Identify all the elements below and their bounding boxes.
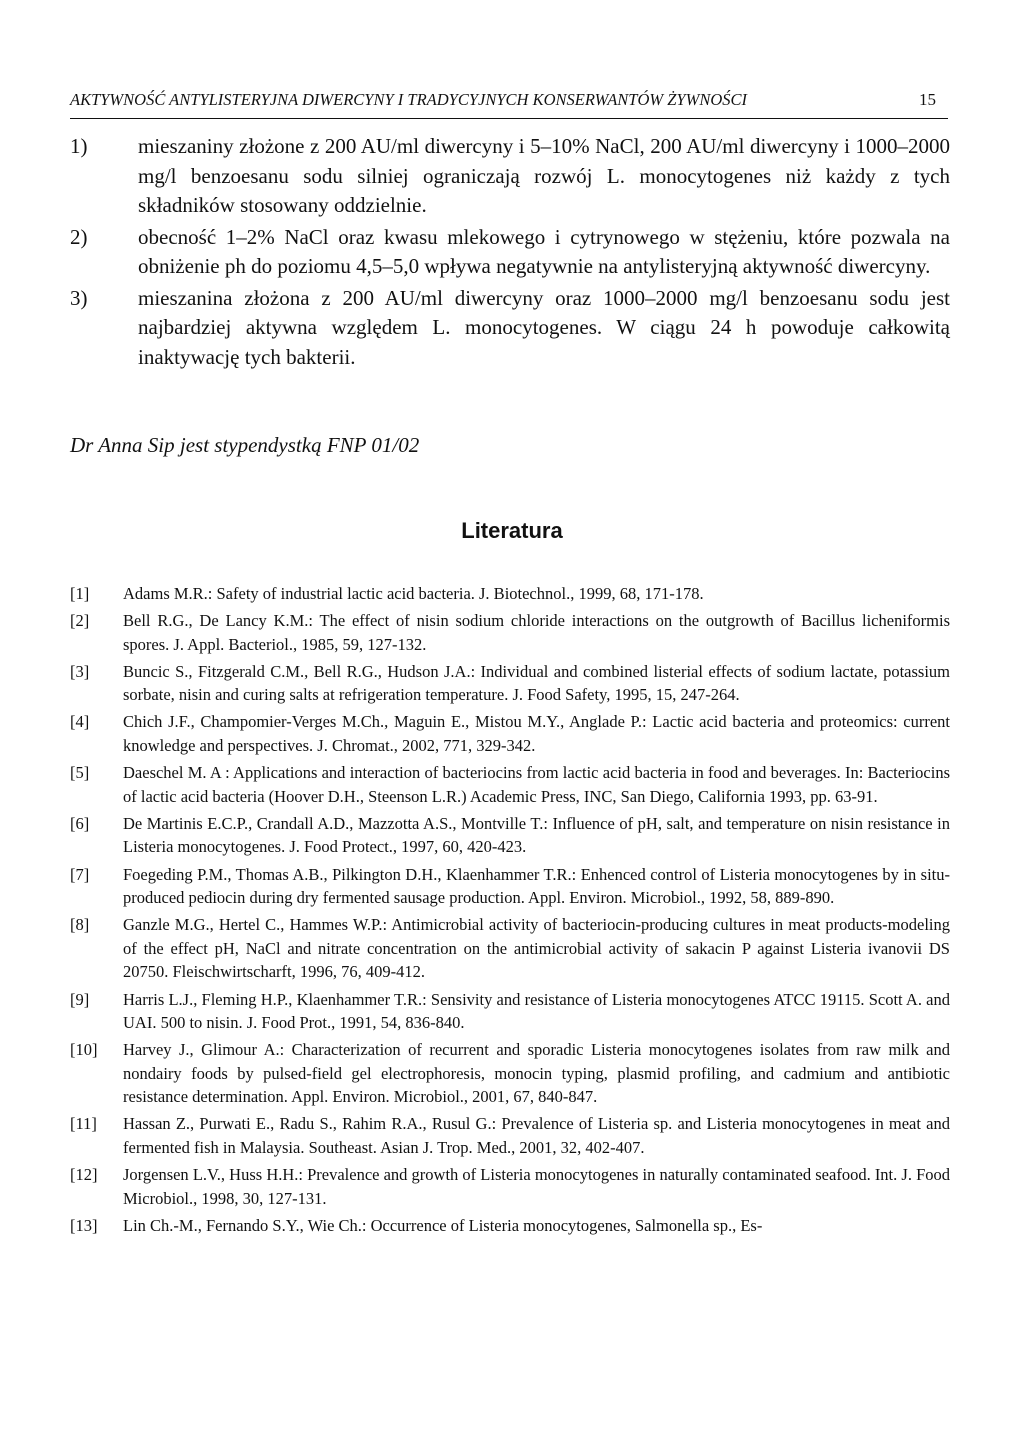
- reference-item: [70, 812, 950, 859]
- conclusion-marker: 3): [70, 285, 88, 310]
- reference-text: Ganzle M.G., Hertel C., Hammes W.P.: Antimicrobial activity of bacteriocin-producing cultures in meat products-modeling of the effect pH, NaCl and nitrate concentration on the antimicrobial activity of sakacin P against Listeria ivanovii DS 20750. Fleischwirtscharft, 1996, 76, 409-412.: [123, 915, 950, 982]
- reference-item: [70, 761, 950, 808]
- reference-number: [12]: [70, 1165, 98, 1185]
- reference-item: [70, 660, 950, 707]
- conclusion-item: [70, 284, 950, 373]
- reference-text: Adams M.R.: Safety of industrial lactic acid bacteria. J. Biotechnol., 1999, 68, 171-178.: [123, 584, 704, 603]
- reference-text: Daeschel M. A : Applications and interaction of bacteriocins from lactic acid bacteria in food and beverages. In: Bacteriocins of lactic acid bacteria (Hoover D.H., Steenson L.R.) Academic Press, INC, San Diego, California 1993, pp. 63-91.: [123, 763, 950, 806]
- reference-number: [2]: [70, 611, 90, 631]
- funding-note: Dr Anna Sip jest stypendystką FNP 01/02: [70, 433, 420, 457]
- reference-item: [70, 863, 950, 910]
- running-head: [70, 90, 948, 119]
- reference-item: [70, 609, 950, 656]
- reference-number: [10]: [70, 1040, 98, 1060]
- reference-text: Buncic S., Fitzgerald C.M., Bell R.G., Hudson J.A.: Individual and combined listerial effects of sodium lactate, potassium sorbate, nisin and curing salts at refrigeration temperature. J. Food Safety, 1995, 15, 247-264.: [123, 661, 950, 705]
- reference-item: [70, 710, 950, 757]
- conclusions-list: [70, 132, 950, 374]
- conclusion-text: obecność 1–2% NaCl oraz kwasu mlekowego i cytrynowego w stężeniu, które pozwala na obniżenie ph do poziomu 4,5–5,0 wpływa negatywnie na antylisteryjną aktywność diwercyny.: [138, 224, 950, 278]
- reference-text: Chich J.F., Champomier-Verges M.Ch., Maguin E., Mistou M.Y., Anglade P.: Lactic acid bacteria and proteomics: current knowledge and perspectives. J. Chromat., 2002, 771, 329-342.: [123, 712, 950, 756]
- running-head-title: AKTYWNOŚĆ ANTYLISTERYJNA DIWERCYNY I TRADYCYJNYCH KONSERWANTÓW ŻYWNOŚCI: [70, 90, 748, 109]
- reference-text: Foegeding P.M., Thomas A.B., Pilkington D.H., Klaenhammer T.R.: Enhenced control of Listeria monocytogenes by in situ-produced pediocin during dry fermented sausage production. Appl. Environ. Microbiol., 1992, 58, 889-890.: [123, 864, 950, 908]
- reference-number: [6]: [70, 813, 90, 833]
- reference-number: [3]: [70, 661, 90, 681]
- conclusion-item: [70, 223, 950, 282]
- conclusion-text: mieszanina złożona z 200 AU/ml diwercyny oraz 1000–2000 mg/l benzoesanu sodu jest najbardziej aktywna względem L. monocytogenes. W ciągu 24 h powoduje całkowitą inaktywację tych bakterii.: [138, 285, 950, 369]
- reference-number: [8]: [70, 915, 90, 935]
- reference-item: [70, 988, 950, 1035]
- reference-number: [5]: [70, 763, 90, 783]
- conclusion-marker: 2): [70, 224, 88, 249]
- reference-text: Hassan Z., Purwati E., Radu S., Rahim R.A., Rusul G.: Prevalence of Listeria sp. and Listeria monocytogenes in meat and fermented fish in Malaysia. Southeast. Asian J. Trop. Med., 2001, 32, 402-407.: [123, 1114, 950, 1158]
- reference-item: [70, 1112, 950, 1159]
- references-list: [70, 582, 950, 1241]
- reference-item: [70, 1163, 950, 1210]
- conclusion-item: [70, 132, 950, 221]
- reference-text: Harvey J., Glimour A.: Characterization of recurrent and sporadic Listeria monocytogenes isolates from raw milk and nondairy foods by pulsed-field gel electrophoresis, monocin typing, plasmid profiling, and cadmium and antibiotic resistance determination. Appl. Environ. Microbiol., 2001, 67, 840-847.: [123, 1040, 950, 1107]
- reference-number: [11]: [70, 1114, 97, 1134]
- reference-item: [70, 913, 950, 984]
- references-heading: Literatura: [461, 518, 563, 543]
- reference-number: [9]: [70, 989, 90, 1009]
- reference-number: [7]: [70, 864, 90, 884]
- reference-item: [70, 582, 950, 606]
- reference-text: Harris L.J., Fleming H.P., Klaenhammer T.R.: Sensivity and resistance of Listeria monocytogenes ATCC 19115. Scott A. and UAI. 500 to nisin. J. Food Prot., 1991, 54, 836-840.: [123, 989, 950, 1033]
- reference-text: De Martinis E.C.P., Crandall A.D., Mazzotta A.S., Montville T.: Influence of pH, salt, and temperature on nisin resistance in Listeria monocytogenes. J. Food Protect., 1997, 60, 420-423.: [123, 813, 950, 857]
- reference-item: [70, 1038, 950, 1109]
- reference-text: Jorgensen L.V., Huss H.H.: Prevalence and growth of Listeria monocytogenes in naturally contaminated seafood. Int. J. Food Microbiol., 1998, 30, 127-131.: [123, 1165, 950, 1208]
- page-number: 15: [919, 90, 936, 109]
- reference-number: [13]: [70, 1215, 98, 1235]
- reference-item: [70, 1214, 950, 1238]
- conclusion-marker: 1): [70, 134, 88, 158]
- reference-text: Lin Ch.-M., Fernando S.Y., Wie Ch.: Occurrence of Listeria monocytogenes, Salmonella sp., Es-: [123, 1215, 763, 1235]
- reference-number: [4]: [70, 712, 90, 732]
- reference-text: Bell R.G., De Lancy K.M.: The effect of nisin sodium chloride interactions on the outgrowth of Bacillus licheniformis spores. J. Appl. Bacteriol., 1985, 59, 127-132.: [123, 611, 950, 654]
- reference-number: [1]: [70, 584, 90, 603]
- conclusion-text: mieszaniny złożone z 200 AU/ml diwercyny i 5–10% NaCl, 200 AU/ml diwercyny i 1000–2000 mg/l benzoesanu sodu silniej ograniczają rozwój L. monocytogenes niż każdy z tych składników stosowany oddzielnie.: [138, 134, 950, 217]
